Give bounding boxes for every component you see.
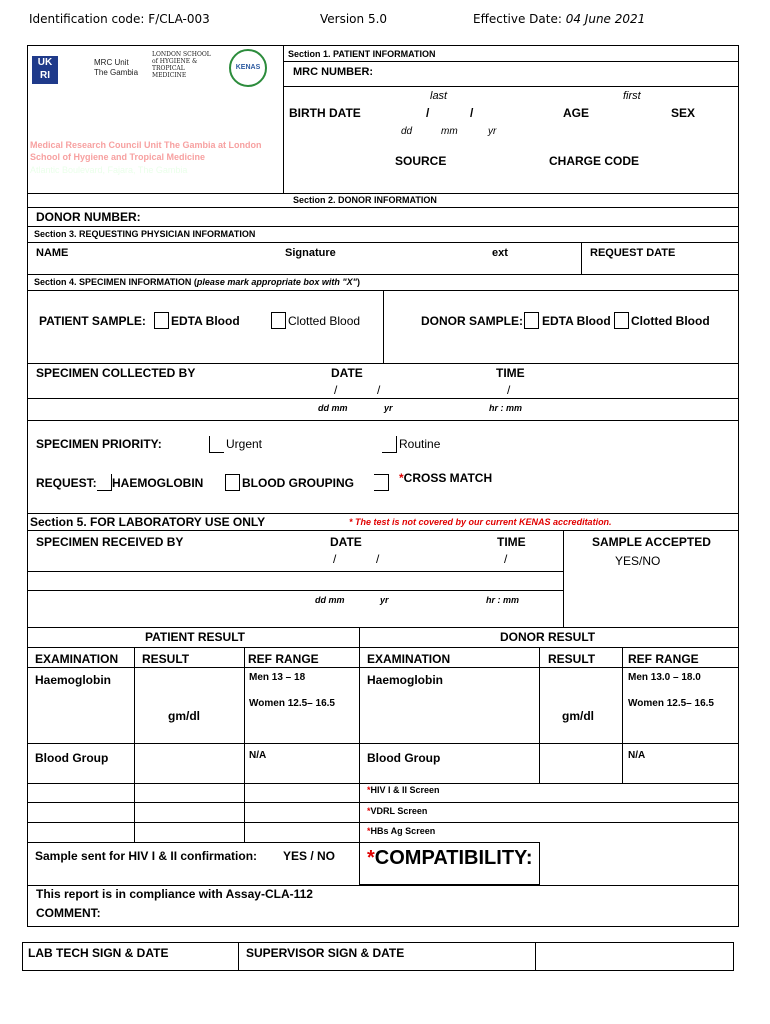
patient-women-range: Women 12.5– 16.5 bbox=[249, 698, 335, 709]
hbs-screen-label: *HBs Ag Screen bbox=[367, 826, 436, 836]
patient-men-range: Men 13 – 18 bbox=[249, 672, 306, 683]
birth-date-label: BIRTH DATE bbox=[289, 106, 361, 120]
mrc-number-label: MRC NUMBER: bbox=[293, 66, 374, 78]
ukri-logo: UK RI bbox=[32, 56, 58, 84]
vdrl-screen-label: *VDRL Screen bbox=[367, 806, 428, 816]
received-by-label: SPECIMEN RECEIVED BY bbox=[36, 535, 184, 549]
patient-haemoglobin-unit: gm/dl bbox=[168, 709, 200, 723]
request-date-label: REQUEST DATE bbox=[590, 247, 676, 259]
urgent-checkbox[interactable] bbox=[209, 436, 224, 453]
section5-title: Section 5. FOR LABORATORY USE ONLY bbox=[30, 515, 266, 529]
yr-label: yr bbox=[488, 126, 497, 137]
collection-dd-mm: dd mm bbox=[318, 403, 348, 413]
lab-tech-sign-label: LAB TECH SIGN & DATE bbox=[28, 946, 169, 960]
patient-edta-label: EDTA Blood bbox=[171, 314, 240, 328]
supervisor-sign-label: SUPERVISOR SIGN & DATE bbox=[246, 946, 405, 960]
collection-time-label: TIME bbox=[496, 366, 525, 380]
compatibility-label: *COMPATIBILITY: bbox=[367, 847, 533, 869]
birth-date-slash-1: / bbox=[426, 106, 430, 120]
donor-ref-range-header: REF RANGE bbox=[628, 652, 699, 666]
urgent-label: Urgent bbox=[226, 437, 263, 451]
section2-title: Section 2. DONOR INFORMATION bbox=[293, 195, 437, 205]
received-dd-mm: dd mm bbox=[315, 595, 345, 605]
request-label: REQUEST: bbox=[36, 476, 97, 490]
patient-edta-checkbox[interactable] bbox=[154, 312, 169, 329]
donor-haemoglobin-unit: gm/dl bbox=[562, 709, 594, 723]
charge-code-label: CHARGE CODE bbox=[549, 154, 640, 168]
patient-sample-label: PATIENT SAMPLE: bbox=[39, 314, 146, 328]
donor-edta-label: EDTA Blood bbox=[542, 314, 611, 328]
donor-result-header: DONOR RESULT bbox=[500, 630, 596, 644]
mrc-logo-text: MRC Unit The Gambia bbox=[94, 58, 139, 77]
routine-checkbox[interactable] bbox=[382, 436, 397, 453]
cross-match-label: *CROSS MATCH bbox=[399, 471, 493, 485]
collection-date-slash-2: / bbox=[377, 383, 381, 397]
patient-clotted-label: Clotted Blood bbox=[288, 314, 361, 328]
donor-blood-group-range: N/A bbox=[628, 750, 646, 761]
section3-title: Section 3. REQUESTING PHYSICIAN INFORMATION bbox=[34, 229, 256, 239]
donor-blood-group-label: Blood Group bbox=[367, 751, 441, 765]
hiv-screen-label: *HIV I & II Screen bbox=[367, 785, 440, 795]
source-label: SOURCE bbox=[395, 154, 447, 168]
mm-label: mm bbox=[441, 126, 458, 137]
donor-clotted-checkbox[interactable] bbox=[614, 312, 629, 329]
dd-label: dd bbox=[401, 126, 413, 137]
collection-yr: yr bbox=[384, 403, 393, 413]
signature-label: Signature bbox=[285, 247, 336, 259]
last-name-label: last bbox=[430, 90, 448, 102]
donor-result-col-header: RESULT bbox=[548, 652, 596, 666]
lab-title: HAEMATOLOGY LABORATORY. bbox=[30, 92, 227, 107]
section4-title: Section 4. SPECIMEN INFORMATION (please mark appropriate box with "X") bbox=[34, 277, 360, 287]
version: Version 5.0 bbox=[320, 12, 388, 26]
sample-sent-value: YES / NO bbox=[283, 849, 336, 863]
effective-date: Effective Date: 04 June 2021 bbox=[473, 12, 646, 26]
patient-blood-group-label: Blood Group bbox=[35, 751, 109, 765]
donor-sample-label: DONOR SAMPLE: bbox=[421, 314, 523, 328]
donor-women-range: Women 12.5– 16.5 bbox=[628, 698, 714, 709]
blood-grouping-checkbox[interactable] bbox=[225, 474, 240, 491]
patient-haemoglobin-label: Haemoglobin bbox=[35, 673, 112, 687]
haemoglobin-request-label: HAEMOGLOBIN bbox=[112, 476, 204, 490]
haemoglobin-checkbox[interactable] bbox=[97, 474, 112, 491]
received-time-slash: / bbox=[504, 552, 508, 566]
patient-blood-group-range: N/A bbox=[249, 750, 267, 761]
cross-match-checkbox[interactable] bbox=[374, 474, 389, 491]
logo-strip bbox=[28, 46, 283, 91]
donor-haemoglobin-label: Haemoglobin bbox=[367, 673, 444, 687]
received-date-slash-2: / bbox=[376, 552, 380, 566]
collection-time-slash: / bbox=[507, 383, 511, 397]
collection-hr-mm: hr : mm bbox=[489, 403, 523, 413]
priority-label: SPECIMEN PRIORITY: bbox=[36, 437, 162, 451]
sample-accepted-label: SAMPLE ACCEPTED bbox=[592, 535, 711, 549]
birth-date-slash-2: / bbox=[470, 106, 474, 120]
kenas-logo: KENAS bbox=[229, 49, 267, 87]
received-time-label: TIME bbox=[497, 535, 526, 549]
lab-address: Atlantic Boulevard, Fajara, The Gambia bbox=[30, 165, 188, 175]
sex-label: SEX bbox=[671, 106, 696, 120]
routine-label: Routine bbox=[399, 437, 441, 451]
sample-sent-label: Sample sent for HIV I & II confirmation: bbox=[35, 849, 258, 863]
identification-code: Identification code: F/CLA-003 bbox=[29, 12, 210, 26]
kenas-note: * The test is not covered by our current KENAS accreditation. bbox=[349, 517, 612, 527]
first-name-label: first bbox=[623, 90, 641, 102]
donor-men-range: Men 13.0 – 18.0 bbox=[628, 672, 701, 683]
donor-edta-checkbox[interactable] bbox=[524, 312, 539, 329]
comment-label: COMMENT: bbox=[36, 906, 101, 920]
received-date-slash-1: / bbox=[333, 552, 337, 566]
blood-grouping-label: BLOOD GROUPING bbox=[242, 476, 355, 490]
patient-result-col-header: RESULT bbox=[142, 652, 190, 666]
donor-clotted-label: Clotted Blood bbox=[631, 314, 710, 328]
received-hr-mm: hr : mm bbox=[486, 595, 520, 605]
section1-title: Section 1. PATIENT INFORMATION bbox=[288, 49, 436, 59]
council-name: Medical Research Council Unit The Gambia at London School of Hygiene and Tropical Medicine bbox=[30, 140, 262, 162]
lshtm-logo: LONDON SCHOOL of HYGIENE & TROPICAL MEDICINE bbox=[152, 51, 211, 79]
sample-accepted-value: YES/NO bbox=[615, 554, 661, 568]
received-date-label: DATE bbox=[330, 535, 362, 549]
form-subtitle: CROSSMATCH REQUEST AND REPORT FORM bbox=[30, 109, 275, 121]
physician-name-label: NAME bbox=[36, 247, 69, 259]
age-label: AGE bbox=[563, 106, 590, 120]
collection-date-label: DATE bbox=[331, 366, 363, 380]
received-yr: yr bbox=[380, 595, 389, 605]
compliance-statement: This report is in compliance with Assay-CLA-112 bbox=[36, 887, 313, 901]
ext-label: ext bbox=[492, 247, 508, 259]
iso-accreditation: ISO15189:2012 accredited bbox=[30, 178, 166, 190]
collection-date-slash-1: / bbox=[334, 383, 338, 397]
patient-clotted-checkbox[interactable] bbox=[271, 312, 286, 329]
donor-number-label: DONOR NUMBER: bbox=[36, 210, 141, 224]
collected-by-label: SPECIMEN COLLECTED BY bbox=[36, 366, 196, 380]
donor-examination-header: EXAMINATION bbox=[367, 652, 451, 666]
patient-result-header: PATIENT RESULT bbox=[145, 630, 245, 644]
patient-ref-range-header: REF RANGE bbox=[248, 652, 319, 666]
patient-examination-header: EXAMINATION bbox=[35, 652, 119, 666]
